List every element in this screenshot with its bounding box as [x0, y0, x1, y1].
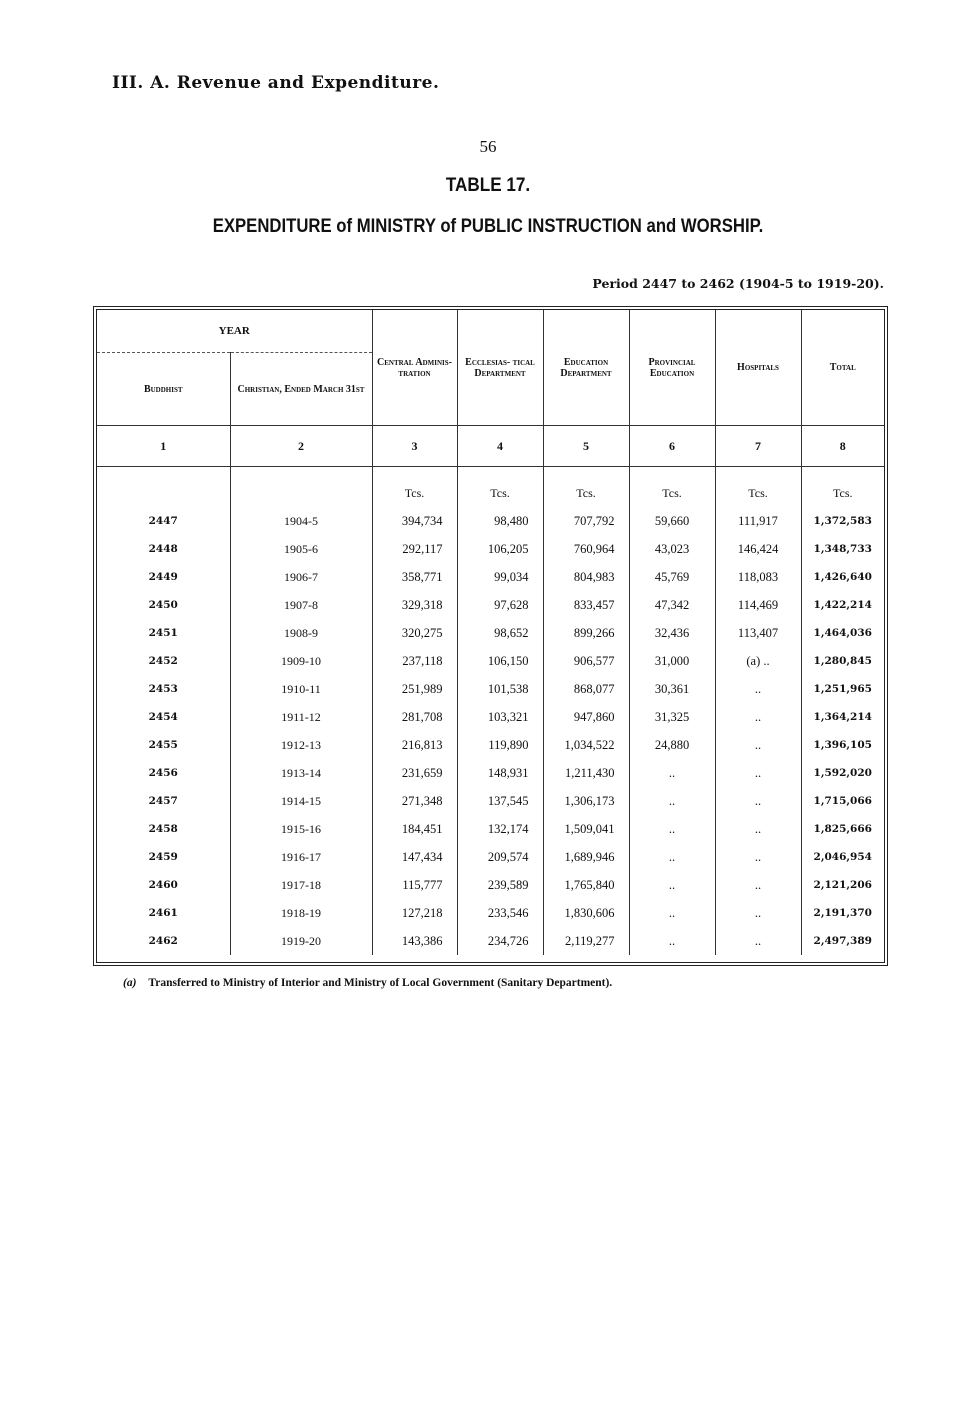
cell-buddhist-year: 2462 [148, 935, 178, 947]
cell-ecclesiastical-department: 97,628 [457, 591, 543, 619]
cell-central-administration: 216,813 [372, 731, 457, 759]
cell-total: 2,121,206 [801, 871, 884, 899]
cell-buddhist-year: 2452 [148, 655, 178, 667]
cell-education-department: 868,077 [543, 675, 629, 703]
table-row [97, 843, 884, 871]
cell-total: 1,372,583 [801, 507, 884, 535]
cell-provincial-education: .. [629, 871, 715, 899]
table-row [97, 675, 884, 703]
cell-total: 1,280,845 [801, 647, 884, 675]
cell-hospitals: .. [715, 871, 801, 899]
cell-provincial-education: .. [629, 843, 715, 871]
table-caption: EXPENDITURE of MINISTRY of PUBLIC INSTRUCTION and WORSHIP. [212, 216, 764, 237]
cell-total: 2,191,370 [801, 899, 884, 927]
cell-buddhist-year: 2461 [148, 907, 178, 919]
cell-hospitals: .. [715, 899, 801, 927]
column-number: 7 [715, 426, 801, 467]
unit-cell-empty [230, 467, 372, 508]
cell-education-department: 804,983 [543, 563, 629, 591]
cell-provincial-education: .. [629, 815, 715, 843]
cell-total: 1,426,640 [801, 563, 884, 591]
column-number: 5 [543, 426, 629, 467]
cell-ecclesiastical-department: 101,538 [457, 675, 543, 703]
footnote [123, 977, 612, 989]
expenditure-table-frame [93, 306, 888, 966]
unit-label: Tcs. [801, 467, 884, 508]
header-ecclesiastical-department: Ecclesias- tical Department [457, 310, 543, 426]
table-row [97, 535, 884, 563]
cell-ecclesiastical-department: 98,652 [457, 619, 543, 647]
cell-christian-year: 1911-12 [230, 703, 372, 731]
table-row [97, 927, 884, 955]
cell-hospitals: .. [715, 843, 801, 871]
cell-ecclesiastical-department: 132,174 [457, 815, 543, 843]
cell-christian-year: 1909-10 [230, 647, 372, 675]
table-title: TABLE 17. [445, 175, 531, 196]
cell-provincial-education: 43,023 [629, 535, 715, 563]
cell-education-department: 833,457 [543, 591, 629, 619]
cell-provincial-education: 31,000 [629, 647, 715, 675]
cell-education-department: 707,792 [543, 507, 629, 535]
cell-central-administration: 281,708 [372, 703, 457, 731]
cell-provincial-education: .. [629, 759, 715, 787]
cell-ecclesiastical-department: 119,890 [457, 731, 543, 759]
cell-total: 2,497,389 [801, 927, 884, 955]
cell-christian-year: 1907-8 [230, 591, 372, 619]
period-label: Period 2447 to 2462 (1904-5 to 1919-20). [592, 276, 884, 291]
table-row [97, 787, 884, 815]
cell-central-administration: 231,659 [372, 759, 457, 787]
cell-buddhist-year: 2460 [148, 879, 178, 891]
cell-buddhist-year: 2448 [148, 543, 178, 555]
cell-provincial-education: .. [629, 927, 715, 955]
header-education-department: Education Department [543, 310, 629, 426]
cell-provincial-education: 30,361 [629, 675, 715, 703]
cell-total: 1,251,965 [801, 675, 884, 703]
cell-central-administration: 292,117 [372, 535, 457, 563]
column-number: 8 [801, 426, 884, 467]
cell-central-administration: 115,777 [372, 871, 457, 899]
cell-hospitals: .. [715, 815, 801, 843]
cell-ecclesiastical-department: 148,931 [457, 759, 543, 787]
cell-hospitals: .. [715, 731, 801, 759]
cell-christian-year: 1905-6 [230, 535, 372, 563]
table-row [97, 563, 884, 591]
cell-hospitals: 146,424 [715, 535, 801, 563]
table-row [97, 871, 884, 899]
cell-christian-year: 1916-17 [230, 843, 372, 871]
cell-total: 1,422,214 [801, 591, 884, 619]
unit-cell-empty [97, 467, 230, 508]
table-row [97, 731, 884, 759]
cell-education-department: 1,830,606 [543, 899, 629, 927]
cell-provincial-education: 32,436 [629, 619, 715, 647]
cell-total: 1,715,066 [801, 787, 884, 815]
header-christian: Christian, Ended March 31st [230, 353, 372, 426]
column-number: 2 [230, 426, 372, 467]
table-row [97, 591, 884, 619]
cell-christian-year: 1912-13 [230, 731, 372, 759]
cell-central-administration: 271,348 [372, 787, 457, 815]
cell-central-administration: 127,218 [372, 899, 457, 927]
cell-education-department: 906,577 [543, 647, 629, 675]
cell-ecclesiastical-department: 239,589 [457, 871, 543, 899]
cell-provincial-education: .. [629, 899, 715, 927]
cell-ecclesiastical-department: 98,480 [457, 507, 543, 535]
cell-christian-year: 1906-7 [230, 563, 372, 591]
unit-label: Tcs. [457, 467, 543, 508]
footnote-mark: (a) [123, 977, 137, 989]
cell-total: 1,396,105 [801, 731, 884, 759]
cell-buddhist-year: 2455 [148, 739, 178, 751]
cell-hospitals: .. [715, 759, 801, 787]
cell-provincial-education: 24,880 [629, 731, 715, 759]
cell-education-department: 1,509,041 [543, 815, 629, 843]
cell-provincial-education: 59,660 [629, 507, 715, 535]
cell-hospitals: (a) .. [715, 647, 801, 675]
cell-christian-year: 1910-11 [230, 675, 372, 703]
cell-ecclesiastical-department: 137,545 [457, 787, 543, 815]
cell-central-administration: 329,318 [372, 591, 457, 619]
cell-buddhist-year: 2447 [148, 515, 178, 527]
cell-provincial-education: 47,342 [629, 591, 715, 619]
header-provincial-education: Provincial Education [629, 310, 715, 426]
cell-hospitals: 113,407 [715, 619, 801, 647]
cell-christian-year: 1919-20 [230, 927, 372, 955]
unit-label: Tcs. [629, 467, 715, 508]
header-year: YEAR [97, 310, 372, 353]
cell-christian-year: 1915-16 [230, 815, 372, 843]
cell-total: 1,364,214 [801, 703, 884, 731]
cell-hospitals: .. [715, 675, 801, 703]
column-number: 4 [457, 426, 543, 467]
cell-christian-year: 1908-9 [230, 619, 372, 647]
cell-hospitals: 111,917 [715, 507, 801, 535]
cell-buddhist-year: 2459 [148, 851, 178, 863]
cell-christian-year: 1918-19 [230, 899, 372, 927]
cell-buddhist-year: 2456 [148, 767, 178, 779]
cell-education-department: 2,119,277 [543, 927, 629, 955]
section-title: III. A. Revenue and Expenditure. [112, 73, 440, 93]
table-row [97, 815, 884, 843]
header-central-administration: Central Adminis- tration [372, 310, 457, 426]
cell-ecclesiastical-department: 99,034 [457, 563, 543, 591]
cell-central-administration: 320,275 [372, 619, 457, 647]
cell-hospitals: .. [715, 927, 801, 955]
cell-buddhist-year: 2457 [148, 795, 178, 807]
table-row [97, 619, 884, 647]
cell-education-department: 899,266 [543, 619, 629, 647]
cell-education-department: 1,034,522 [543, 731, 629, 759]
cell-provincial-education: 31,325 [629, 703, 715, 731]
cell-central-administration: 147,434 [372, 843, 457, 871]
cell-buddhist-year: 2453 [148, 683, 178, 695]
cell-ecclesiastical-department: 209,574 [457, 843, 543, 871]
cell-central-administration: 237,118 [372, 647, 457, 675]
cell-christian-year: 1914-15 [230, 787, 372, 815]
cell-hospitals: 118,083 [715, 563, 801, 591]
table-row [97, 647, 884, 675]
cell-christian-year: 1904-5 [230, 507, 372, 535]
table-row [97, 507, 884, 535]
table-row [97, 759, 884, 787]
cell-christian-year: 1913-14 [230, 759, 372, 787]
header-hospitals: Hospitals [715, 310, 801, 426]
cell-ecclesiastical-department: 106,205 [457, 535, 543, 563]
expenditure-table [97, 310, 884, 955]
unit-label: Tcs. [715, 467, 801, 508]
footnote-text: Transferred to Ministry of Interior and Ministry of Local Government (Sanitary Department). [148, 977, 613, 989]
unit-label: Tcs. [543, 467, 629, 508]
cell-central-administration: 143,386 [372, 927, 457, 955]
cell-education-department: 947,860 [543, 703, 629, 731]
cell-education-department: 1,765,840 [543, 871, 629, 899]
column-number: 1 [97, 426, 230, 467]
header-buddhist: Buddhist [143, 383, 183, 395]
table-row [97, 703, 884, 731]
cell-christian-year: 1917-18 [230, 871, 372, 899]
cell-total: 1,825,666 [801, 815, 884, 843]
cell-education-department: 1,306,173 [543, 787, 629, 815]
cell-buddhist-year: 2458 [148, 823, 178, 835]
cell-ecclesiastical-department: 234,726 [457, 927, 543, 955]
cell-buddhist-year: 2451 [148, 627, 178, 639]
header-total: Total [801, 310, 884, 426]
page-number: 56 [479, 137, 497, 156]
cell-ecclesiastical-department: 103,321 [457, 703, 543, 731]
cell-total: 1,592,020 [801, 759, 884, 787]
cell-ecclesiastical-department: 106,150 [457, 647, 543, 675]
cell-hospitals: .. [715, 787, 801, 815]
cell-total: 1,464,036 [801, 619, 884, 647]
cell-central-administration: 358,771 [372, 563, 457, 591]
column-number: 3 [372, 426, 457, 467]
cell-buddhist-year: 2450 [148, 599, 178, 611]
table-row [97, 899, 884, 927]
cell-buddhist-year: 2454 [148, 711, 178, 723]
cell-buddhist-year: 2449 [148, 571, 178, 583]
cell-education-department: 1,211,430 [543, 759, 629, 787]
unit-label: Tcs. [372, 467, 457, 508]
cell-ecclesiastical-department: 233,546 [457, 899, 543, 927]
cell-central-administration: 394,734 [372, 507, 457, 535]
cell-hospitals: 114,469 [715, 591, 801, 619]
cell-education-department: 760,964 [543, 535, 629, 563]
unit-row [97, 467, 884, 508]
cell-hospitals: .. [715, 703, 801, 731]
cell-education-department: 1,689,946 [543, 843, 629, 871]
cell-provincial-education: 45,769 [629, 563, 715, 591]
cell-central-administration: 251,989 [372, 675, 457, 703]
cell-central-administration: 184,451 [372, 815, 457, 843]
cell-total: 1,348,733 [801, 535, 884, 563]
column-number: 6 [629, 426, 715, 467]
cell-provincial-education: .. [629, 787, 715, 815]
cell-total: 2,046,954 [801, 843, 884, 871]
